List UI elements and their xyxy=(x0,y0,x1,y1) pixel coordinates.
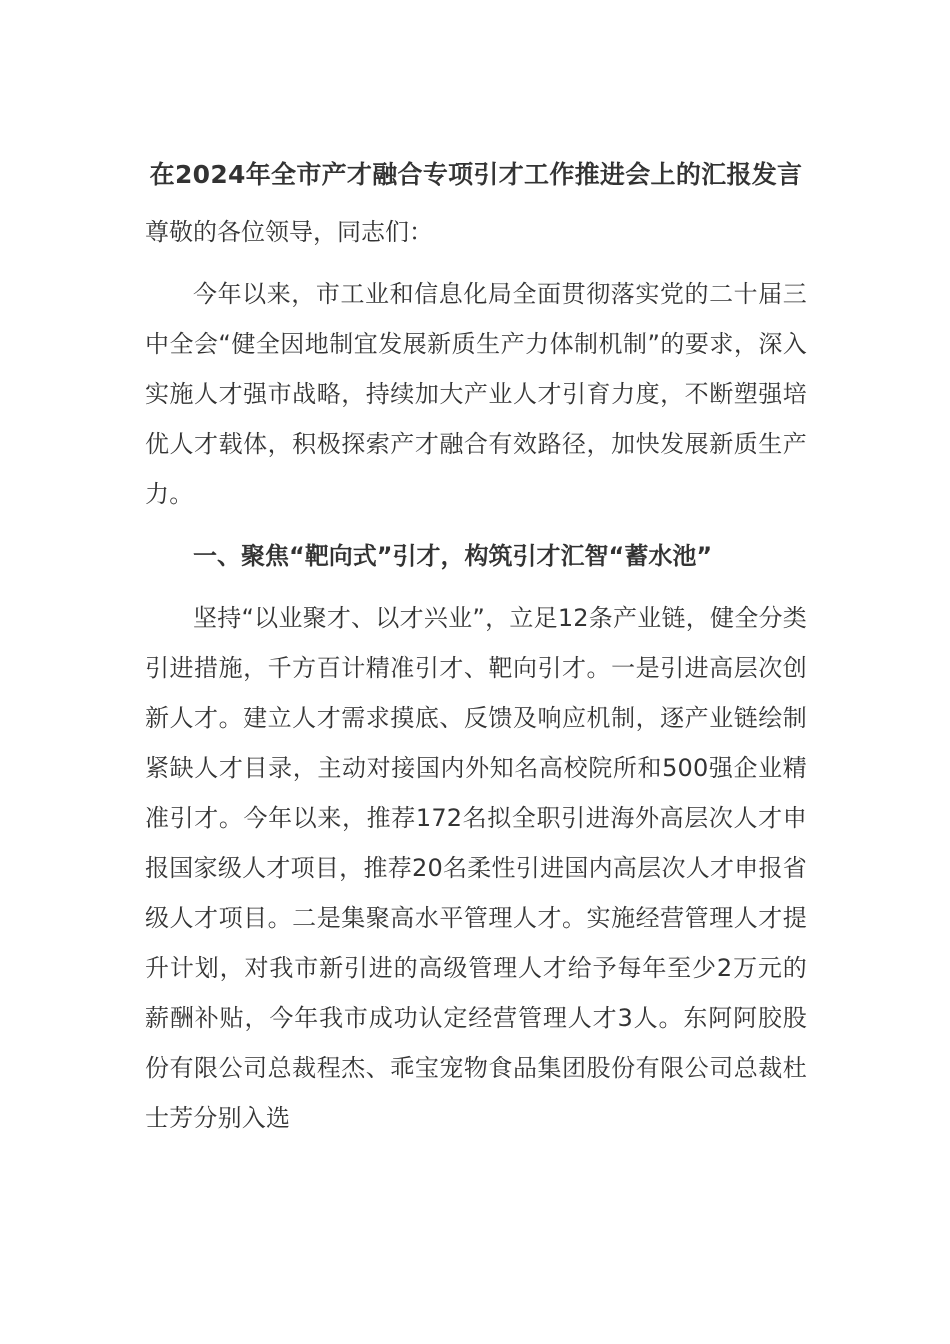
intro-paragraph: 今年以来，市工业和信息化局全面贯彻落实党的二十届三中全会“健全因地制宜发展新质生产力体制机制”的要求，深入实施人才强市战略，持续加大产业人才引育力度，不断塑强培优人才载体，积极探索产才融合有效路径，加快发展新质生产力。 xyxy=(145,280,807,508)
section-1-heading: 一、聚焦“靶向式”引才，构筑引才汇智“蓄水池” xyxy=(193,542,713,570)
document-page xyxy=(145,150,807,1143)
salutation: 尊敬的各位领导，同志们： xyxy=(145,218,433,246)
section-1-paragraph: 坚持“以业聚才、以才兴业”，立足12条产业链，健全分类引进措施，千方百计精准引才、靶向引才。一是引进高层次创新人才。建立人才需求摸底、反馈及响应机制，逐产业链绘制紧缺人才目录，主动对接国内外知名高校院所和500强企业精准引才。今年以来，推荐172名拟全职引进海外高层次人才申报国家级人才项目，推荐20名柔性引进国内高层次人才申报省级人才项目。二是集聚高水平管理人才。实施经营管理人才提升计划，对我市新引进的高级管理人才给予每年至少2万元的薪酬补贴，今年我市成功认定经营管理人才3人。东阿阿胶股份有限公司总裁程杰、乖宝宠物食品集团股份有限公司总裁杜士芳分别入选 xyxy=(145,604,807,1132)
document-title: 在2024年全市产才融合专项引才工作推进会上的汇报发言 xyxy=(149,160,803,189)
